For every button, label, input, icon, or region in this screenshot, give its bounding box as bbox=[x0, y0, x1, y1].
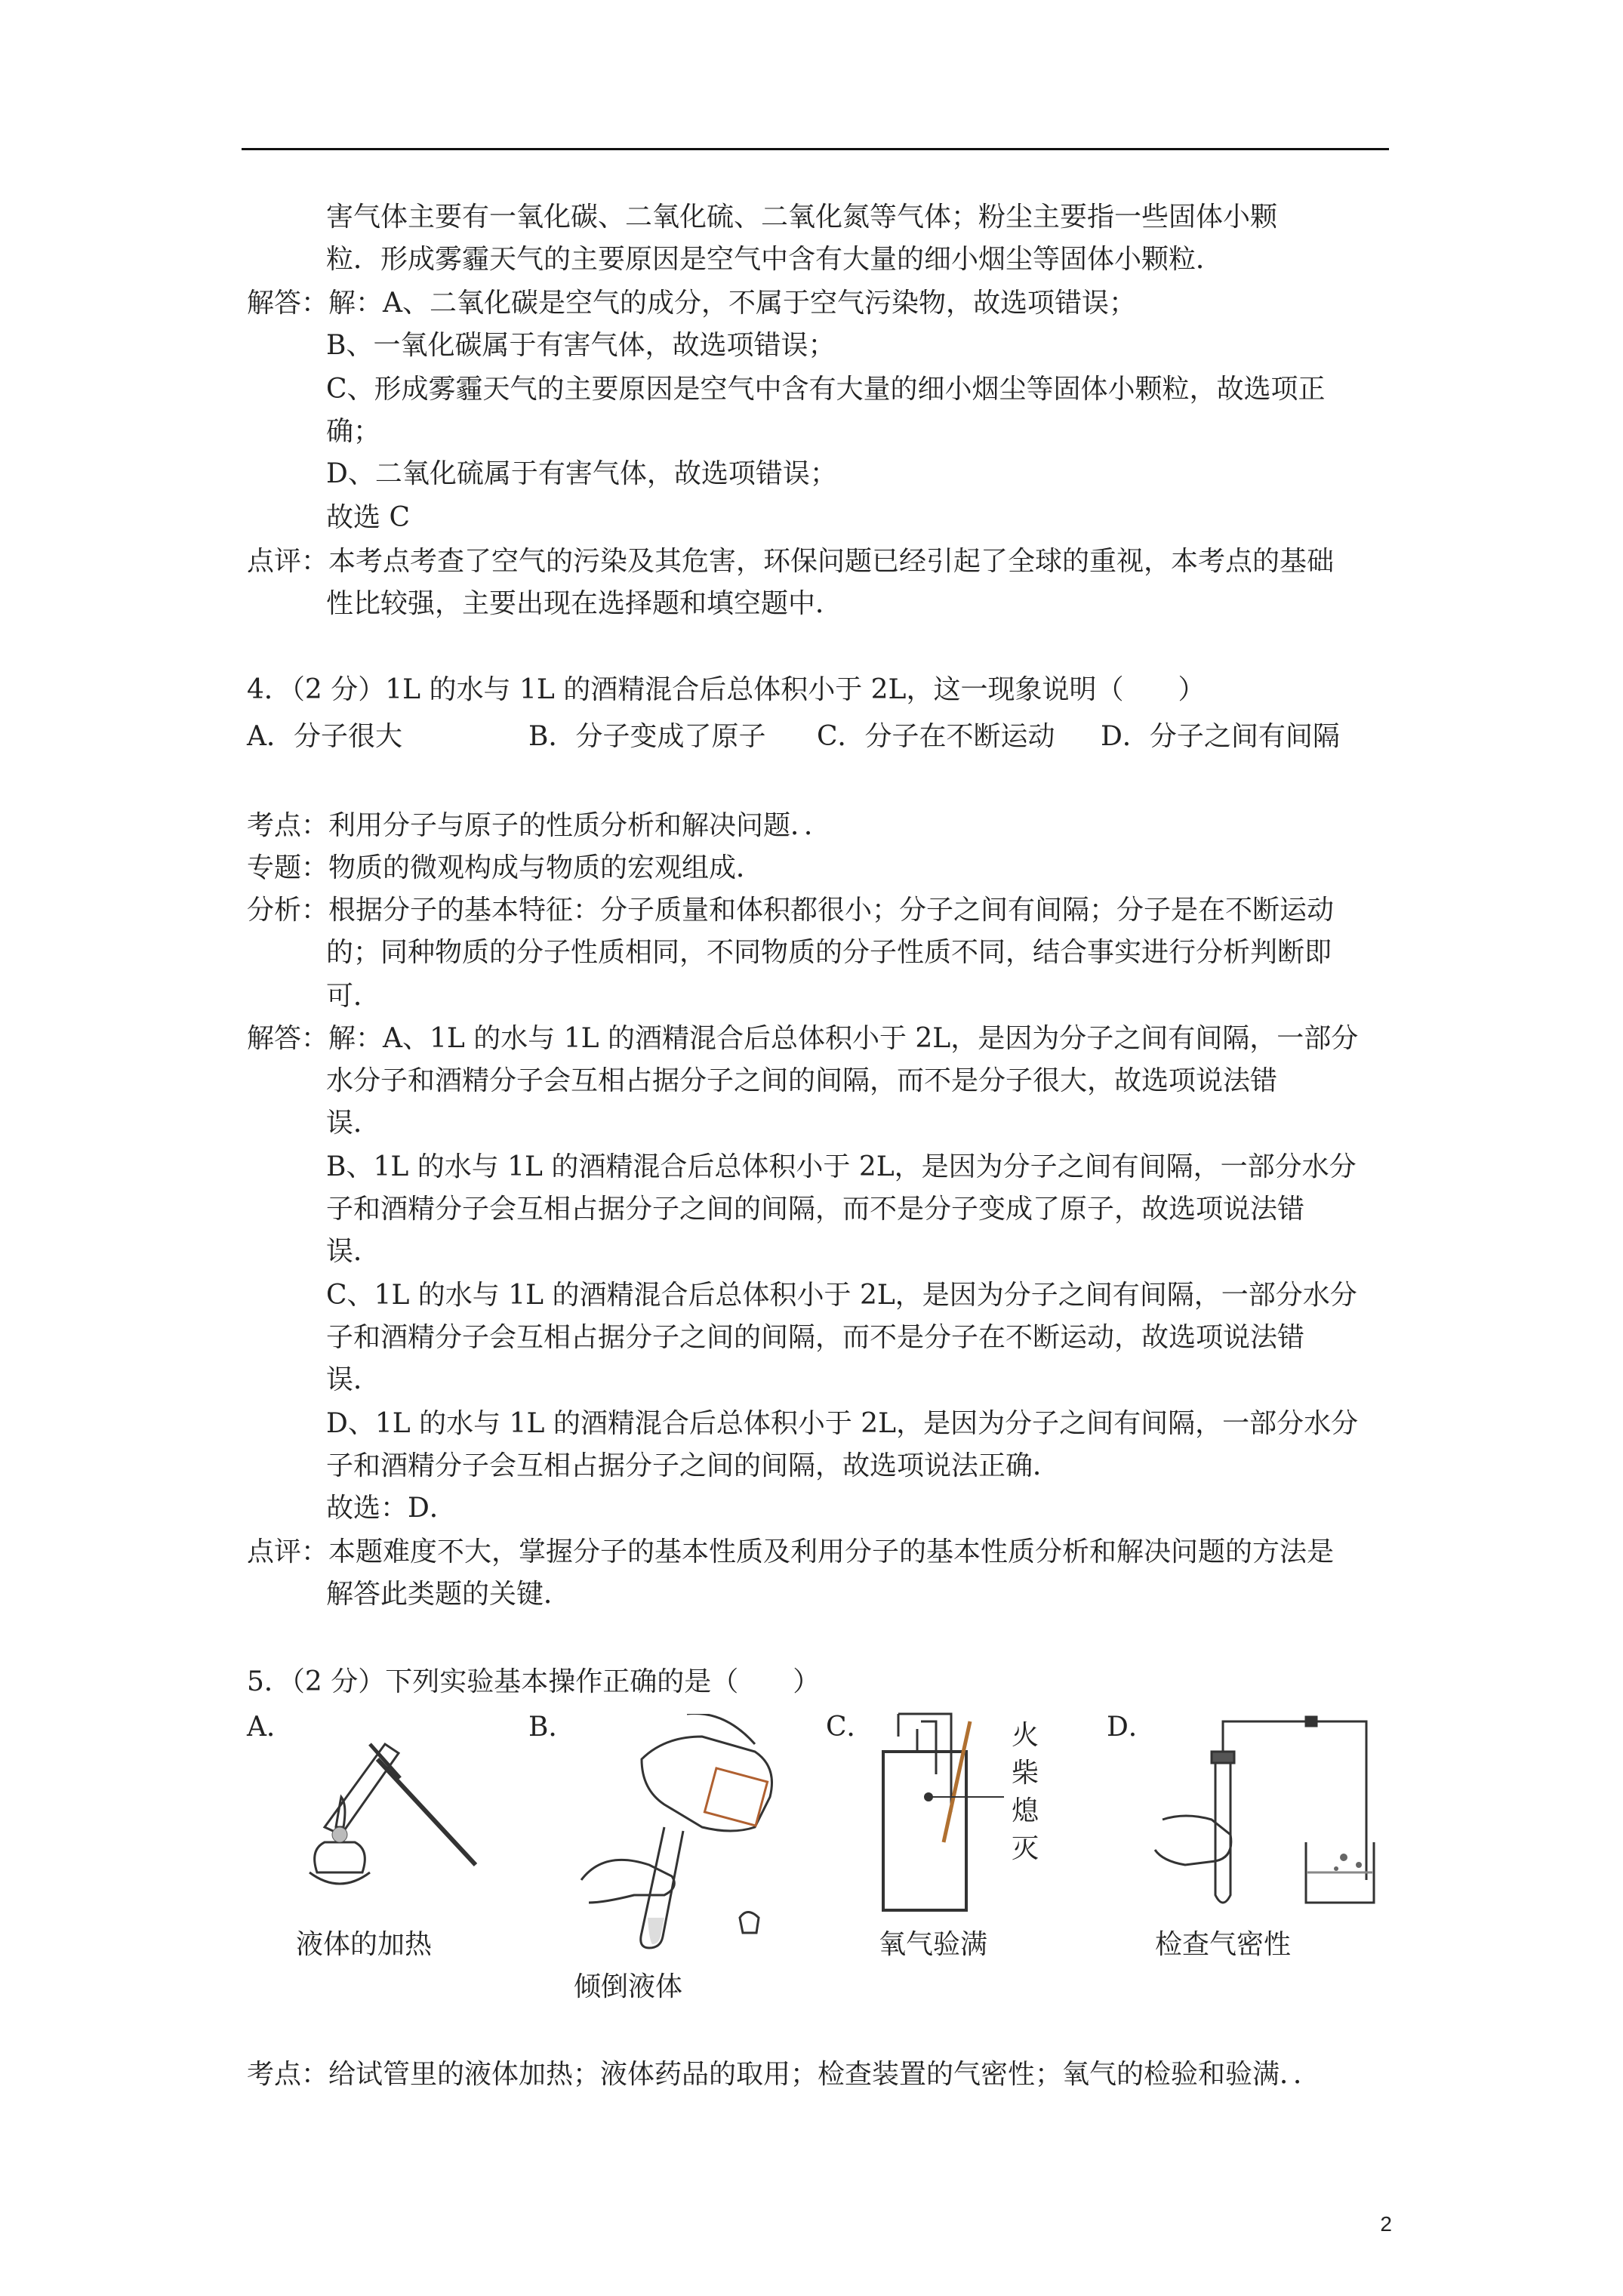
kaodian-line: 考点：给试管里的液体加热；液体药品的取用；检查装置的气密性；氧气的检验和验满．． bbox=[247, 2059, 1321, 2090]
question-5-stem: 5．（2 分）下列实验基本操作正确的是（ ） bbox=[247, 1666, 821, 1697]
answer-line: B、一氧化碳属于有害气体，故选项错误； bbox=[326, 330, 836, 361]
q5-option-c-letter: C． bbox=[826, 1712, 874, 1743]
q5-option-a-letter: A． bbox=[247, 1712, 294, 1743]
jieda-line: 误． bbox=[326, 1108, 381, 1139]
svg-text:火: 火 bbox=[1012, 1720, 1039, 1751]
jieda-line: B、1L 的水与 1L 的酒精混合后总体积小于 2L，是因为分子之间有间隔，一部分水分 bbox=[326, 1151, 1357, 1182]
analysis-continued-line: 害气体主要有一氧化碳、二氧化硫、二氧化氮等气体；粉尘主要指一些固体小颗 bbox=[326, 202, 1278, 233]
jieda-line: 误． bbox=[326, 1236, 381, 1267]
answer-line: 解答：解：A、二氧化碳是空气的成分，不属于空气污染物，故选项错误； bbox=[247, 288, 1136, 319]
jieda-line: 故选：D． bbox=[326, 1493, 457, 1524]
header-rule bbox=[242, 148, 1389, 150]
fenxi-line: 的；同种物质的分子性质相同，不同物质的分子性质不同，结合事实进行分析判断即 bbox=[326, 937, 1332, 968]
svg-text:灭: 灭 bbox=[1012, 1833, 1039, 1864]
jieda-line: C、1L 的水与 1L 的酒精混合后总体积小于 2L，是因为分子之间有间隔，一部分水分 bbox=[326, 1280, 1357, 1311]
answer-line: C、形成雾霾天气的主要原因是空气中含有大量的细小烟尘等固体小颗粒，故选项正 bbox=[326, 374, 1326, 405]
fenxi-line: 分析：根据分子的基本特征：分子质量和体积都很小；分子之间有间隔；分子是在不断运动 bbox=[247, 895, 1335, 926]
jieda-line: 解答：解：A、1L 的水与 1L 的酒精混合后总体积小于 2L，是因为分子之间有间隔，一部分 bbox=[247, 1023, 1359, 1054]
jieda-line: 子和酒精分子会互相占据分子之间的间隔，而不是分子变成了原子，故选项说法错 bbox=[326, 1194, 1305, 1225]
q4-option-b: B．分子变成了原子 bbox=[528, 721, 766, 752]
jieda-line: 误． bbox=[326, 1364, 381, 1395]
match-label bbox=[1012, 1720, 1039, 1864]
analysis-continued-line: 粒．形成雾霾天气的主要原因是空气中含有大量的细小烟尘等固体小颗粒． bbox=[326, 244, 1224, 275]
comment-line: 点评：本考点考查了空气的污染及其危害，环保问题已经引起了全球的重视，本考点的基础 bbox=[247, 546, 1335, 577]
fenxi-line: 可． bbox=[326, 981, 381, 1012]
jieda-line: 子和酒精分子会互相占据分子之间的间隔，故选项说法正确． bbox=[326, 1450, 1061, 1481]
q5-option-b-letter: B． bbox=[528, 1712, 576, 1743]
q5-caption-d: 检查气密性 bbox=[1155, 1929, 1292, 1960]
comment-line: 性比较强，主要出现在选择题和填空题中． bbox=[326, 588, 843, 619]
answer-line: 故选 C bbox=[326, 502, 410, 533]
q5-option-d-letter: D． bbox=[1107, 1712, 1156, 1743]
q5-caption-a: 液体的加热 bbox=[296, 1929, 433, 1960]
oxygen-full-check-illustration bbox=[853, 1706, 1042, 1933]
jieda-line: D、1L 的水与 1L 的酒精混合后总体积小于 2L，是因为分子之间有间隔，一部分水分 bbox=[326, 1408, 1359, 1439]
answer-line: D、二氧化硫属于有害气体，故选项错误； bbox=[326, 458, 837, 489]
q5-caption-c: 氧气验满 bbox=[879, 1929, 988, 1960]
jieda-line: 水分子和酒精分子会互相占据分子之间的间隔，而不是分子很大，故选项说法错 bbox=[326, 1065, 1278, 1096]
pouring-liquid-illustration bbox=[559, 1714, 815, 1963]
q4-option-d: D．分子之间有间隔 bbox=[1101, 721, 1340, 752]
page-number: 2 bbox=[1380, 2212, 1392, 2236]
svg-text:柴: 柴 bbox=[1012, 1758, 1039, 1789]
jieda-line: 子和酒精分子会互相占据分子之间的间隔，而不是分子在不断运动，故选项说法错 bbox=[326, 1322, 1305, 1353]
dianping-line: 点评：本题难度不大，掌握分子的基本性质及利用分子的基本性质分析和解决问题的方法是 bbox=[247, 1536, 1335, 1567]
airtightness-check-illustration bbox=[1140, 1706, 1389, 1933]
answer-line: 确； bbox=[326, 416, 381, 447]
dianping-line: 解答此类题的关键． bbox=[326, 1579, 571, 1610]
question-4-stem: 4．（2 分）1L 的水与 1L 的酒精混合后总体积小于 2L，这一现象说明（ ） bbox=[247, 674, 1206, 705]
heating-liquid-illustration bbox=[272, 1714, 498, 1903]
q5-caption-b: 倾倒液体 bbox=[574, 1971, 683, 2002]
q4-option-c: C．分子在不断运动 bbox=[817, 721, 1055, 752]
q4-option-a: A．分子很大 bbox=[247, 721, 402, 752]
zhuanti-line: 专题：物质的微观构成与物质的宏观组成． bbox=[247, 852, 764, 883]
svg-text:熄: 熄 bbox=[1012, 1795, 1039, 1826]
kaodian-line: 考点：利用分子与原子的性质分析和解决问题．． bbox=[247, 810, 832, 841]
